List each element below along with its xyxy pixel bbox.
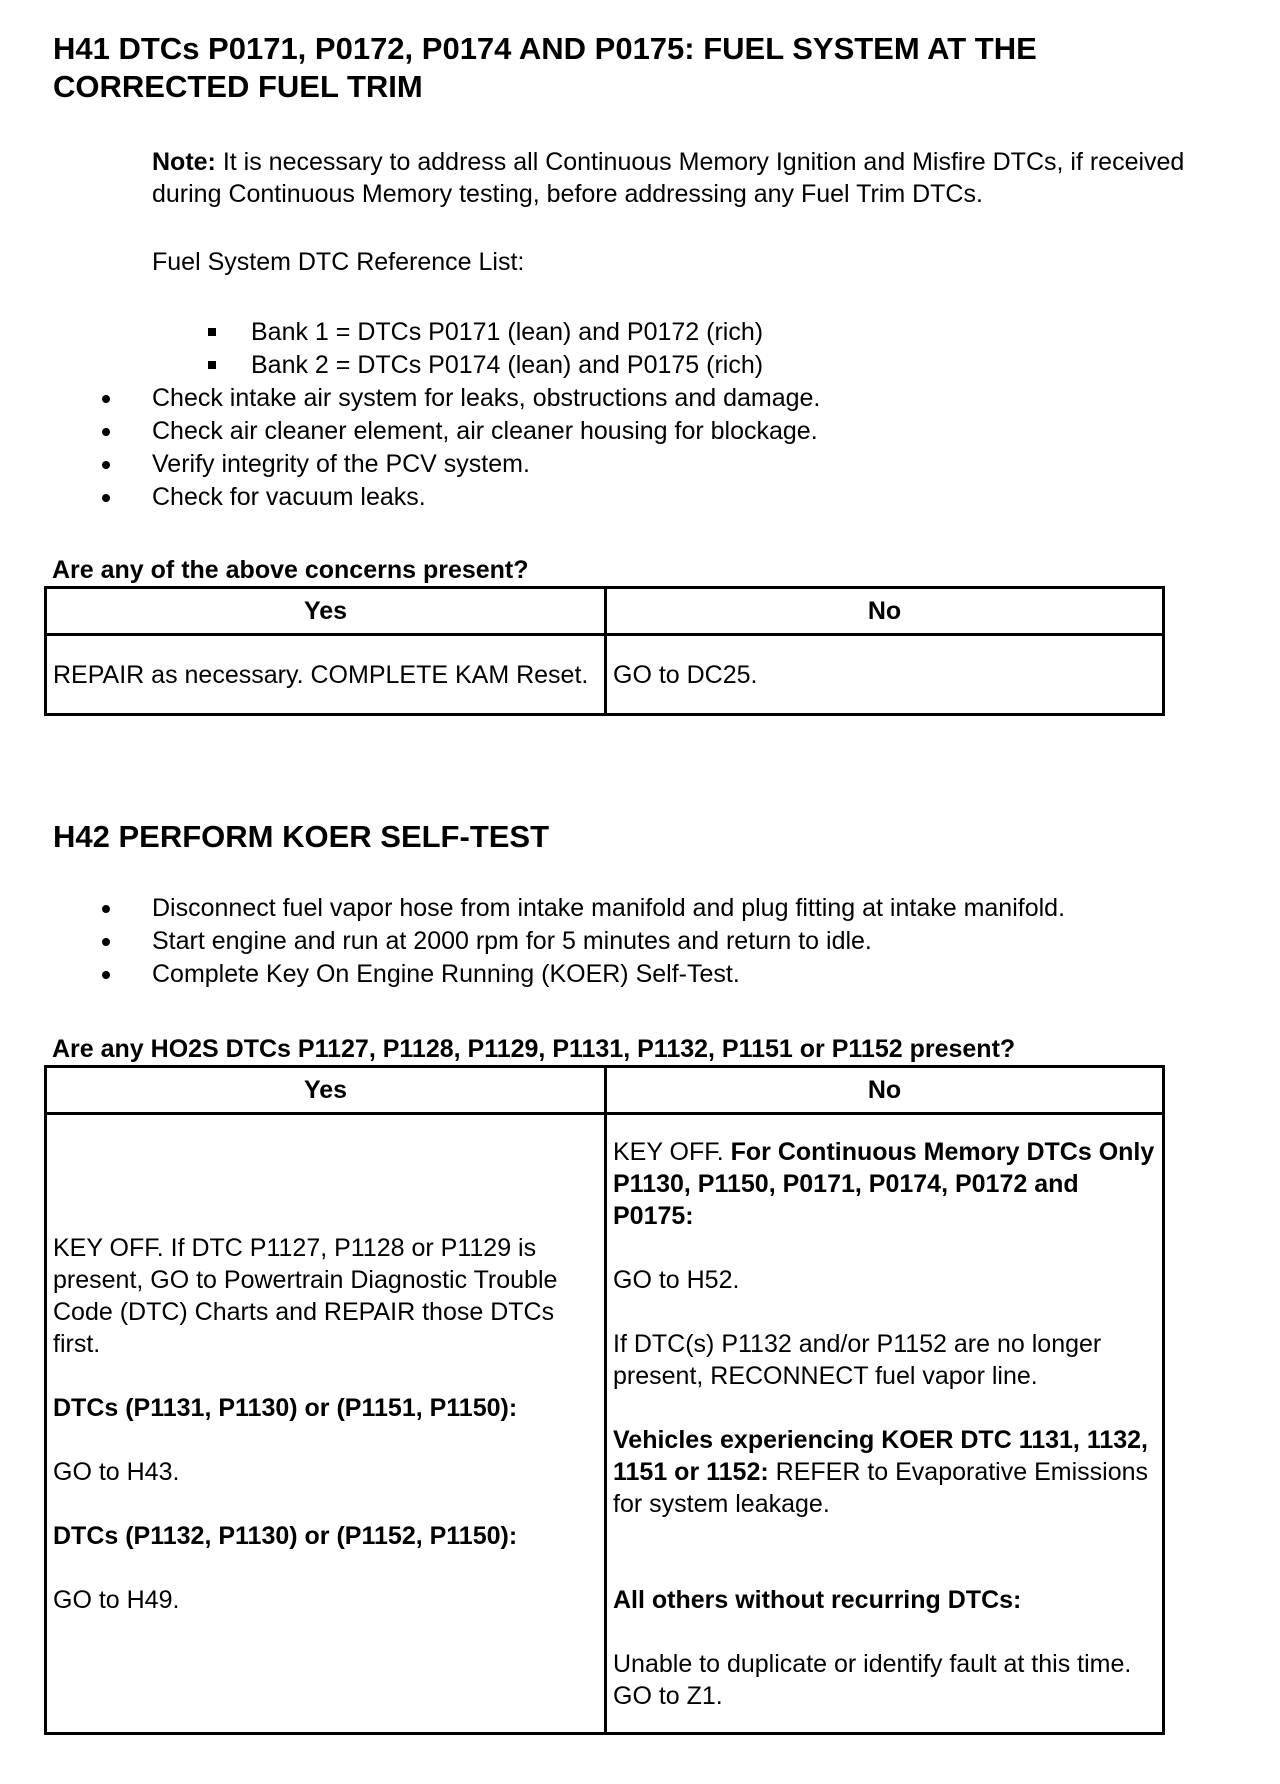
step-item: Start engine and run at 2000 rpm for 5 minutes and return to idle. [152, 925, 1065, 958]
step-item: Verify integrity of the PCV system. [152, 448, 820, 481]
step-item: Check intake air system for leaks, obstructions and damage. [152, 382, 820, 415]
no-cell: GO to DC25. [606, 635, 1164, 715]
ref-list [251, 316, 763, 382]
no-header: No [606, 588, 1164, 635]
round-bullet-icon [102, 428, 110, 436]
square-bullet-icon [208, 361, 216, 369]
step-item: Check air cleaner element, air cleaner housing for blockage. [152, 415, 820, 448]
round-bullet-icon [102, 395, 110, 403]
yes-cell: KEY OFF. If DTC P1127, P1128 or P1129 is present, GO to Powertrain Diagnostic Trouble Code (DTC) Charts and REPAIR those DTCs first. DTCs (P1131, P1130) or (P1151, P1150): GO to H43. DTCs (P1132, P1130) or (P1152, P1150): GO to H49. [46, 1114, 606, 1734]
ref-list-item: Bank 2 = DTCs P0174 (lean) and P0175 (rich) [251, 349, 763, 382]
round-bullet-icon [102, 461, 110, 469]
step-item: Complete Key On Engine Running (KOER) Self-Test. [152, 958, 1065, 991]
h41-title [53, 30, 1233, 106]
h42-question: Are any HO2S DTCs P1127, P1128, P1129, P1131, P1132, P1151 or P1152 present? [52, 1035, 1016, 1063]
h42-decision-table [44, 1065, 1165, 1735]
yes-header: Yes [46, 588, 606, 635]
round-bullet-icon [102, 971, 110, 979]
no-cell: KEY OFF. For Continuous Memory DTCs Only P1130, P1150, P0171, P0174, P0172 and P0175: GO to H52. If DTC(s) P1132 and/or P1152 are no longer present, RECONNECT fuel vapor line. Vehicles experiencing KOER DTC 1131, 1132, 1151 or 1152: REFER to Evaporative Emissions for system leakage. All others without recurring DTCs: Unable to duplicate or identify fault at this time. GO to Z1. [606, 1114, 1164, 1734]
h41-decision-table [44, 586, 1165, 716]
round-bullet-icon [102, 905, 110, 913]
step-item: Disconnect fuel vapor hose from intake manifold and plug fitting at intake manifold. [152, 892, 1065, 925]
note-label: Note: [152, 148, 216, 176]
round-bullet-icon [102, 938, 110, 946]
h41-steps [152, 382, 820, 514]
no-header: No [606, 1067, 1164, 1114]
round-bullet-icon [102, 494, 110, 502]
h41-note [152, 146, 1232, 210]
square-bullet-icon [208, 328, 216, 336]
h42-title: H42 PERFORM KOER SELF-TEST [53, 819, 550, 854]
note-text: It is necessary to address all Continuous Memory Ignition and Misfire DTCs, if received during Continuous Memory testing, before addressing any Fuel Trim DTCs. [152, 148, 1185, 208]
h42-steps [152, 892, 1065, 991]
h41-title-line1: H41 DTCs P0171, P0172, P0174 AND P0175: FUEL SYSTEM AT THE [53, 31, 1037, 66]
yes-cell: REPAIR as necessary. COMPLETE KAM Reset. [46, 635, 606, 715]
yes-header: Yes [46, 1067, 606, 1114]
ref-list-label: Fuel System DTC Reference List: [152, 248, 525, 276]
ref-list-item: Bank 1 = DTCs P0171 (lean) and P0172 (rich) [251, 316, 763, 349]
h41-question: Are any of the above concerns present? [52, 556, 529, 584]
h41-title-line2: CORRECTED FUEL TRIM [53, 69, 423, 104]
step-item: Check for vacuum leaks. [152, 481, 820, 514]
